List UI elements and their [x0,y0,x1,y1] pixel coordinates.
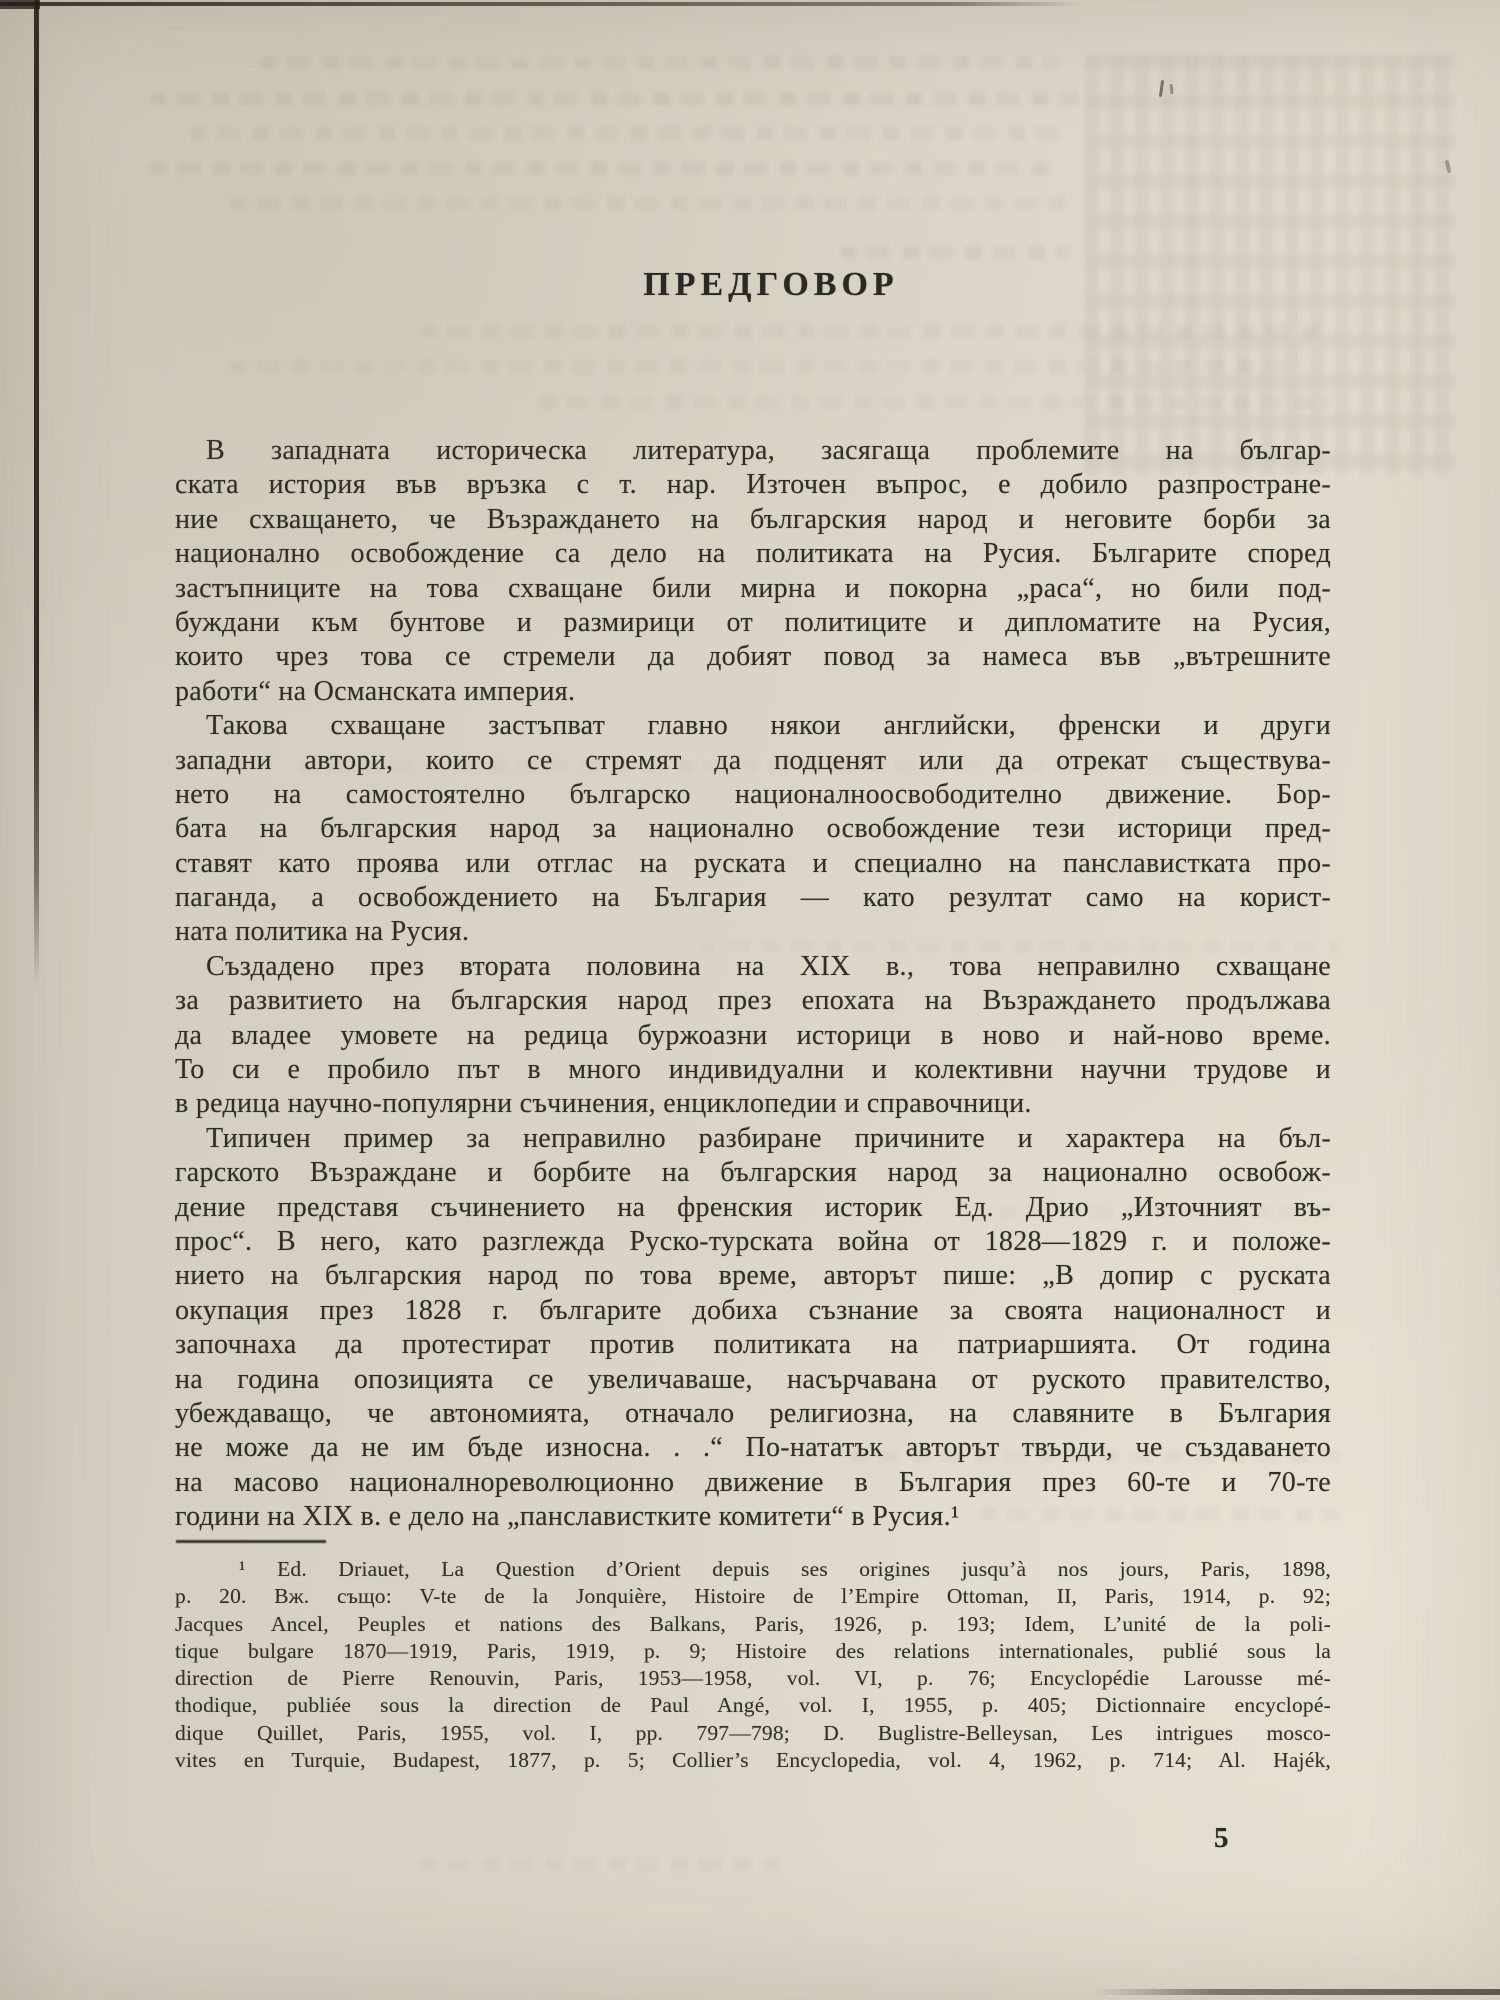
show-through-artifact [840,246,1070,259]
text-line: direction de Pierre Renouvin, Paris, 1953—1958, vol. VI, p. 76; Encyclopédie Larousse mé- [175,1666,1331,1691]
paragraph [175,950,1331,1122]
text-line: да владее умовете на редица буржоазни историци в ново и най-ново време. [175,1019,1331,1051]
show-through-artifact [190,127,1060,140]
text-line: В западната историческа литература, засягаща проблемите на българ- [206,435,1331,466]
text-line: Създадено през втората половина на XIX в., това неправилно схващане [206,950,1331,982]
text-line: западни автори, които се стремят да подценят или да отрекат съществува- [175,744,1331,776]
text-line: на година опозицията се увеличаваше, насърчавана от руското правителство, [175,1363,1331,1395]
show-through-artifact [230,197,1070,210]
show-through-artifact [420,325,1330,338]
text-line: vites en Turquie, Budapest, 1877, p. 5; Collier’s Encyclopedia, vol. 4, 1962, p. 714; Al. Hajék, [175,1748,1331,1773]
paragraph [175,1122,1331,1535]
page-edge-shadow-bottom [1095,1989,1500,1995]
footnote-text [175,1556,1331,1774]
text-line: окупация през 1828 г. българите добиха съзнание за своята националност и [175,1294,1331,1326]
text-line: застъпниците на това схващане били мирна и покорна „раса“, но били под- [175,572,1331,604]
body-text [175,434,1331,1535]
text-line: започнаха да протестират против политиката на патриаршията. От година [175,1329,1331,1361]
page-edge-shadow-left [34,0,39,988]
text-line: национално освобождение са дело на политиката на Русия. Българите според [175,538,1331,570]
text-line: dique Quillet, Paris, 1955, vol. I, pp. 797—798; D. Buglistre-Belleysan, Les intrigues mosco- [175,1720,1331,1745]
show-through-artifact [540,396,1330,409]
text-line: ставят като проява или отглас на руската и специално на панславистката про- [175,847,1331,879]
text-line: нието на българския народ по това време, авторът пише: „В допир с руската [175,1260,1331,1292]
text-line: буждани към бунтове и размирици от политиците и дипломатите на Русия, [175,606,1331,638]
text-line: ската история във връзка с т. нар. Източен въпрос, е добило разпростране- [175,469,1331,501]
text-line: tique bulgare 1870—1919, Paris, 1919, p. 9; Histoire des relations internationales, publié sous la [175,1638,1331,1663]
text-line: които чрез това се стремели да добият повод за намеса във „вътрешните [175,641,1331,673]
text-line: нето на самостоятелно българско националноосвободително движение. Бор- [175,778,1331,810]
show-through-artifact [150,92,1080,105]
page-edge-shadow-top [0,2,1080,6]
show-through-artifact [1085,55,1455,475]
text-line: работи“ на Османската империя. [175,675,576,707]
paragraph [175,709,1331,950]
show-through-artifact [260,56,1060,69]
page-number: 5 [1214,1822,1229,1854]
page-edge-corner [0,0,40,9]
text-line: паганда, а освобождението на България — като резултат само на корист- [175,882,1331,914]
text-line: убеждаващо, че автономията, отначало религиозна, на славяните в България [175,1397,1331,1429]
text-line: Типичен пример за неправилно разбиране причините и характера на бъл- [206,1122,1331,1154]
text-line: ¹ Ed. Driauet, La Question d’Orient depuis ses origines jusqu’à nos jours, Paris, 1898, [239,1557,1331,1581]
text-line: То си е пробило път в много индивидуални и колективни научни трудове и [175,1054,1331,1086]
text-line: не може да не им бъде износна. . .“ По-нататък авторът твърди, че създаването [175,1432,1331,1464]
text-line: Jacques Ancel, Peuples et nations des Balkans, Paris, 1926, p. 193; Idem, L’unité de la poli- [175,1611,1331,1636]
show-through-artifact [230,360,1300,373]
show-through-artifact [420,1858,780,1871]
text-line: thodique, publiée sous la direction de Paul Angé, vol. I, 1955, p. 405; Dictionnaire encyclopé- [175,1693,1331,1718]
text-line: в редица научно-популярни съчинения, енциклопедии и справочници. [175,1088,1032,1120]
paragraph [175,434,1331,709]
text-line: ние схващането, че Възраждането на българския народ и неговите борби за [175,503,1331,535]
text-line: на масово националнореволюционно движение в България през 60-те и 70-те [175,1466,1331,1498]
text-line: Такова схващане застъпват главно някои английски, френски и други [206,710,1331,742]
page-title: ПРЕДГОВОР [643,266,899,303]
text-line: дение представя съчинението на френския историк Ед. Дрио „Източният въ- [175,1191,1331,1223]
text-line: години на XIX в. е дело на „панславистките комитети“ в Русия.¹ [175,1501,960,1533]
text-line: гарското Възраждане и борбите на българския народ за национално освобож- [175,1157,1331,1189]
text-line: бата на българския народ за национално освобождение тези историци пред- [175,813,1331,845]
show-through-artifact [150,162,1050,175]
text-line: ната политика на Русия. [175,916,470,948]
text-line: прос“. В него, като разглежда Руско-турската война от 1828—1829 г. и положе- [175,1225,1331,1257]
text-line: p. 20. Вж. също: V-te de la Jonquière, Histoire de l’Empire Ottoman, II, Paris, 1914, p. 92; [175,1584,1331,1609]
footnote-separator-rule [176,1540,326,1543]
paragraph [175,1556,1331,1774]
text-line: за развитието на българския народ през епохата на Възраждането продължава [175,985,1331,1017]
